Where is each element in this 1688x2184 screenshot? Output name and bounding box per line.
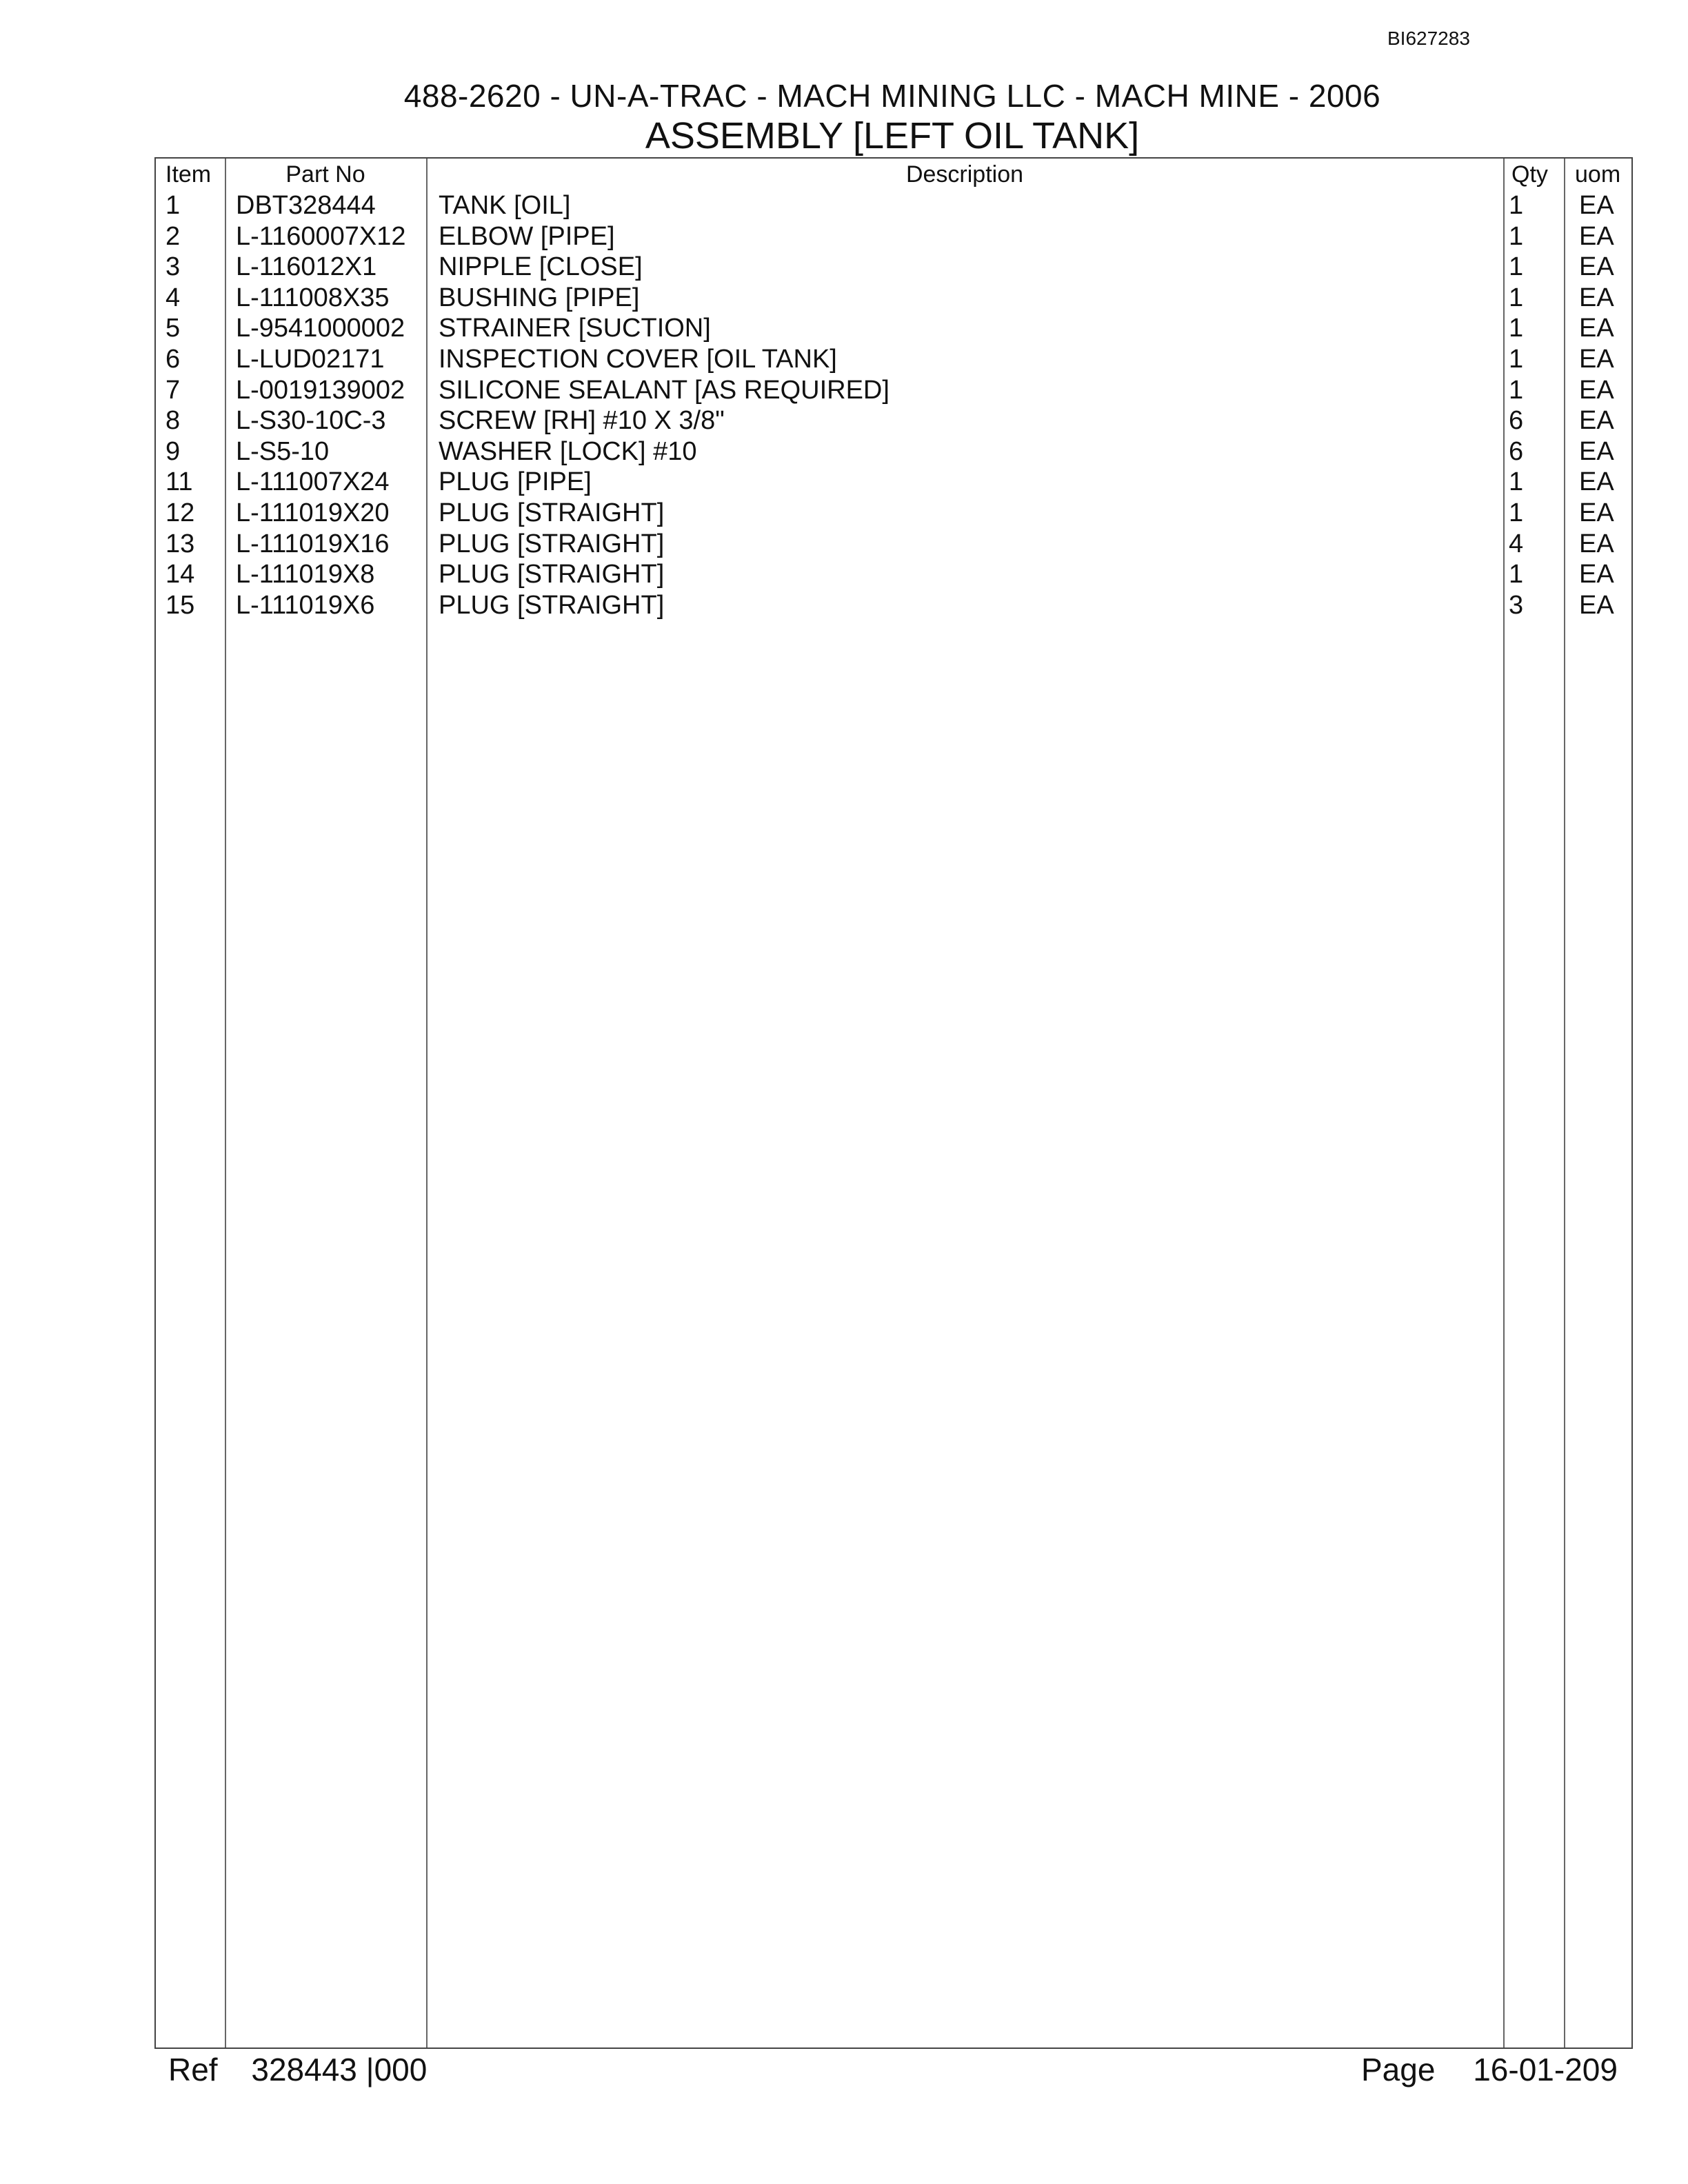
unit-of-measure: EA <box>1579 344 1614 374</box>
quantity: 6 <box>1509 406 1524 436</box>
part-number: L-116012X1 <box>236 252 377 282</box>
table-row <box>156 313 1631 344</box>
table-row <box>156 498 1631 529</box>
header-uom: uom <box>1575 161 1621 188</box>
table-row <box>156 529 1631 560</box>
part-description: INSPECTION COVER [OIL TANK] <box>439 344 837 374</box>
part-description: SCREW [RH] #10 X 3/8" <box>439 406 725 436</box>
page-value: 16-01-209 <box>1473 2052 1618 2087</box>
quantity: 1 <box>1509 252 1524 282</box>
part-number: DBT328444 <box>236 191 376 220</box>
table-row <box>156 252 1631 283</box>
unit-of-measure: EA <box>1579 221 1614 251</box>
header-description: Description <box>905 161 1024 188</box>
unit-of-measure: EA <box>1579 529 1614 558</box>
table-row <box>156 467 1631 498</box>
quantity: 1 <box>1509 467 1524 497</box>
unit-of-measure: EA <box>1579 406 1614 436</box>
part-description: TANK [OIL] <box>439 191 571 220</box>
unit-of-measure: EA <box>1579 560 1614 589</box>
footer-page <box>1361 2051 1618 2088</box>
part-description: PLUG [PIPE] <box>439 467 592 497</box>
part-description: ELBOW [PIPE] <box>439 221 615 251</box>
unit-of-measure: EA <box>1579 375 1614 405</box>
part-description: PLUG [STRAIGHT] <box>439 590 665 620</box>
part-number: L-111019X6 <box>236 590 375 620</box>
part-description: PLUG [STRAIGHT] <box>439 529 665 558</box>
parts-table-body <box>156 190 1631 620</box>
unit-of-measure: EA <box>1579 467 1614 497</box>
table-row <box>156 405 1631 436</box>
table-row <box>156 344 1631 375</box>
item-number: 12 <box>165 498 195 527</box>
part-number: L-111019X16 <box>236 529 390 558</box>
ref-value: 328443 |000 <box>251 2052 428 2087</box>
unit-of-measure: EA <box>1579 314 1614 343</box>
item-number: 1 <box>165 191 181 220</box>
assembly-title: ASSEMBLY [LEFT OIL TANK] <box>645 115 1140 156</box>
part-description: STRAINER [SUCTION] <box>439 314 711 343</box>
part-description: BUSHING [PIPE] <box>439 283 640 312</box>
part-description: SILICONE SEALANT [AS REQUIRED] <box>439 375 890 405</box>
document-title: 488-2620 - UN-A-TRAC - MACH MINING LLC - MACH MINE - 2006 <box>403 78 1381 114</box>
part-description: PLUG [STRAIGHT] <box>439 498 665 527</box>
quantity: 1 <box>1509 498 1524 527</box>
quantity: 1 <box>1509 221 1524 251</box>
quantity: 1 <box>1509 191 1524 220</box>
item-number: 7 <box>165 375 181 405</box>
part-number: L-111019X20 <box>236 498 390 527</box>
item-number: 13 <box>165 529 195 558</box>
item-number: 15 <box>165 590 195 620</box>
table-row <box>156 436 1631 467</box>
unit-of-measure: EA <box>1579 191 1614 220</box>
quantity: 4 <box>1509 529 1524 558</box>
quantity: 1 <box>1509 344 1524 374</box>
unit-of-measure: EA <box>1579 436 1614 466</box>
part-number: L-9541000002 <box>236 314 405 343</box>
parts-table <box>154 157 1633 2049</box>
quantity: 3 <box>1509 590 1524 620</box>
unit-of-measure: EA <box>1579 498 1614 527</box>
footer-ref <box>168 2051 427 2088</box>
page-label: Page <box>1361 2052 1436 2087</box>
part-number: L-111008X35 <box>236 283 390 312</box>
quantity: 1 <box>1509 560 1524 589</box>
quantity: 1 <box>1509 314 1524 343</box>
item-number: 9 <box>165 436 181 466</box>
header-part-no: Part No <box>285 161 365 188</box>
part-number: L-LUD02171 <box>236 344 385 374</box>
quantity: 1 <box>1509 375 1524 405</box>
unit-of-measure: EA <box>1579 590 1614 620</box>
header-qty: Qty <box>1511 161 1548 188</box>
table-row <box>156 283 1631 314</box>
part-number: L-111007X24 <box>236 467 390 497</box>
item-number: 5 <box>165 314 181 343</box>
table-row <box>156 190 1631 221</box>
item-number: 4 <box>165 283 181 312</box>
ref-label: Ref <box>168 2052 218 2087</box>
unit-of-measure: EA <box>1579 252 1614 282</box>
item-number: 8 <box>165 406 181 436</box>
header-item: Item <box>165 161 212 188</box>
unit-of-measure: EA <box>1579 283 1614 312</box>
part-description: NIPPLE [CLOSE] <box>439 252 643 282</box>
item-number: 11 <box>165 467 193 497</box>
quantity: 6 <box>1509 436 1524 466</box>
part-number: L-S5-10 <box>236 436 330 466</box>
quantity: 1 <box>1509 283 1524 312</box>
item-number: 6 <box>165 344 181 374</box>
item-number: 14 <box>165 560 195 589</box>
part-number: L-S30-10C-3 <box>236 406 386 436</box>
table-row <box>156 559 1631 590</box>
part-number: L-0019139002 <box>236 375 405 405</box>
table-row <box>156 590 1631 621</box>
part-description: WASHER [LOCK] #10 <box>439 436 697 466</box>
item-number: 3 <box>165 252 181 282</box>
document-id: BI627283 <box>1387 28 1470 49</box>
table-row <box>156 375 1631 406</box>
table-row <box>156 221 1631 252</box>
item-number: 2 <box>165 221 181 251</box>
part-description: PLUG [STRAIGHT] <box>439 560 665 589</box>
part-number: L-111019X8 <box>236 560 375 589</box>
part-number: L-1160007X12 <box>236 221 406 251</box>
